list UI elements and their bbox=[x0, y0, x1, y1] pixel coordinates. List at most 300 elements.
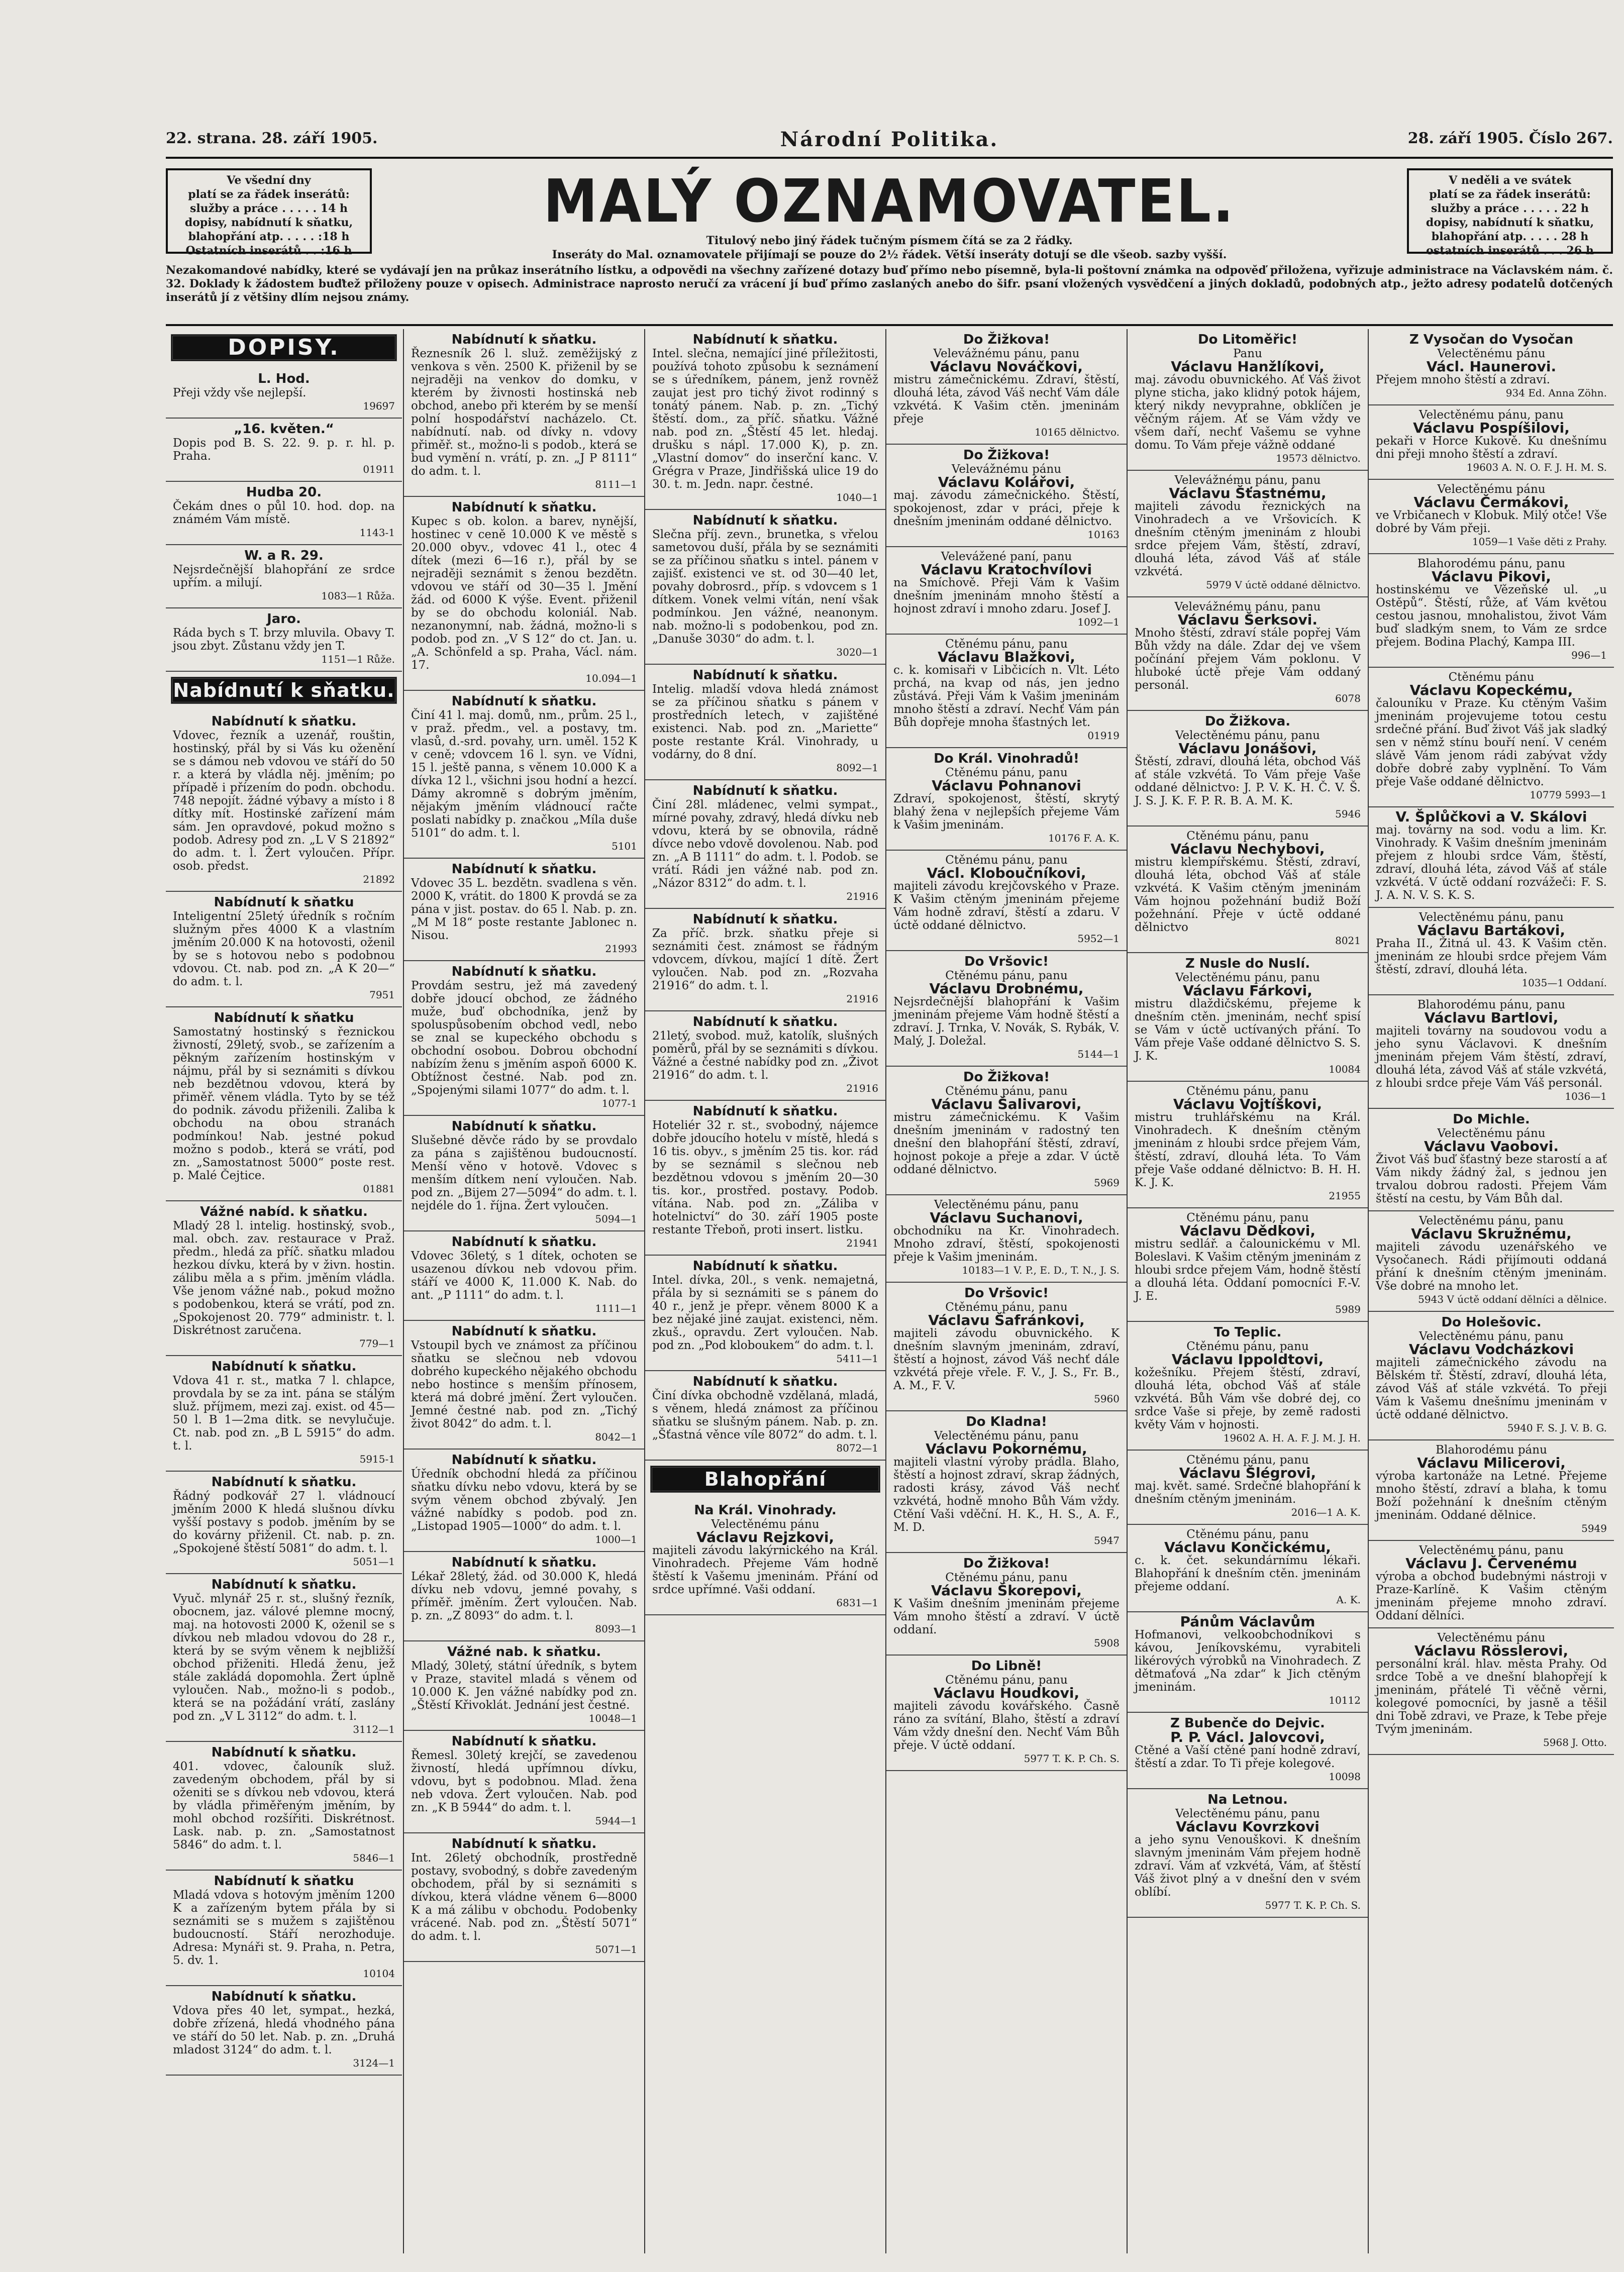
ad-code: 8042—1 bbox=[595, 1431, 637, 1443]
ad-code: 5101 bbox=[612, 840, 637, 852]
section-subtitle: Titulový nebo jiný řádek tučným písmem čítá se za 2 řádky. bbox=[706, 234, 1073, 247]
ad-code: 10104 bbox=[363, 1968, 395, 1980]
ad-salutation: Velevážnému pánu bbox=[951, 463, 1062, 476]
ad-text: výroba kartonáže na Letné. Přejeme mnoho štěstí, zdraví a blaha, k tomu Boží požehnání k dnešním ctěným jmeninám. Oddané dělnice. bbox=[1376, 1470, 1607, 1522]
ad-heading: Do Holešovic. bbox=[1441, 1315, 1542, 1330]
ad-heading: Do Žižkova! bbox=[963, 1070, 1050, 1085]
ad-item bbox=[1369, 995, 1614, 1109]
ad-code: 01911 bbox=[363, 463, 395, 475]
ad-salutation: Velectěnému pánu, panu bbox=[1419, 1214, 1564, 1227]
ad-text: a jeho synu Venouškovi. K dnešním slavným jmeninám Vám přejem hodně zdraví. Vám ať vzkvétá, Vám, ať štěstí Váš život plný a v dnešní den v svém oblíbí. bbox=[1135, 1833, 1361, 1899]
ad-heading: Nabídnutí k sňatku. bbox=[692, 668, 838, 683]
ad-salutation: Velevážené paní, panu bbox=[941, 550, 1072, 563]
ad-salutation: Ctěnému pánu, panu bbox=[945, 1674, 1068, 1687]
ad-text: Inteligentní 25letý úředník s ročním služným přes 4000 K a vlastním jměním 20.000 K na hotovosti, oženil by se s hotovou nebo s podobnou vdovou. Ct. nab. pod zn. „A K 20—“ do adm. t. l. bbox=[173, 910, 395, 988]
ad-heading: Na Král. Vinohrady. bbox=[694, 1503, 837, 1518]
ad-heading: Vážné nabíd. k sňatku. bbox=[200, 1204, 368, 1219]
ad-text: mistru zámečnickému. K Vašim dnešním jmeninám v radostný ten dnešní den blahopřání štěstí, zdraví, hojnost pokoje a přeje a zdar. V úctě oddané dělnictvo. bbox=[893, 1111, 1120, 1176]
ad-salutation: Velevážnému pánu, panu bbox=[1174, 474, 1321, 487]
ad-item bbox=[1128, 597, 1368, 711]
ad-code: 21916 bbox=[846, 993, 878, 1005]
ad-code: 1083—1 Růža. bbox=[321, 590, 395, 602]
ad-item bbox=[886, 445, 1127, 547]
ad-heading: Jaro. bbox=[267, 611, 301, 627]
ad-salutation: Ctěnému pánu, panu bbox=[1186, 1528, 1309, 1541]
ad-salutation: Blahorodému pánu, panu bbox=[1417, 998, 1566, 1011]
section-header-marriage: Nabídnutí k sňatku. bbox=[171, 677, 397, 704]
ad-salutation: Velectěnému pánu bbox=[1437, 1127, 1546, 1140]
ad-text: Přejem mnoho štěstí a zdraví. bbox=[1376, 373, 1550, 386]
ad-recipient: Václavu Bartlovi, bbox=[1424, 1009, 1559, 1026]
ad-code: 5977 T. K. P. Ch. S. bbox=[1265, 1899, 1361, 1911]
ad-heading: Nabídnutí k sňatku. bbox=[211, 1989, 357, 2004]
ad-salutation: Ctěnému pánu, panu bbox=[945, 969, 1068, 982]
section-header-letters: DOPISY. bbox=[171, 334, 397, 361]
rates-line: blahopřání atp. . . . . 28 h bbox=[1431, 230, 1589, 243]
ad-salutation: Velectěnému pánu, panu bbox=[1175, 729, 1320, 742]
ad-heading: Nabídnutí k sňatku. bbox=[451, 1836, 597, 1851]
ad-heading: Do Žižkova! bbox=[963, 1556, 1050, 1571]
ad-code: 1111—1 bbox=[595, 1302, 637, 1314]
ad-recipient: Václavu Pikovi, bbox=[1432, 568, 1551, 585]
ad-code: 5989 bbox=[1335, 1303, 1361, 1315]
ad-heading: Nabídnutí k sňatku. bbox=[451, 1555, 597, 1570]
ad-salutation: Ctěnému pánu, panu bbox=[945, 1571, 1068, 1584]
ad-item bbox=[404, 1321, 644, 1450]
ad-heading: Vážné nab. k sňatku. bbox=[447, 1644, 601, 1660]
ad-code: 01881 bbox=[363, 1183, 395, 1195]
ad-recipient: Václavu J. Červenému bbox=[1405, 1555, 1577, 1572]
ad-text: Vdovec 35 L. bezdětn. svadlena s věn. 2000 K, vrátit. do 1800 K provdá se za pána v jist. postav. do 65 l. Nab. p. zn. „M M 18“ poste restante Jablonec n. Nisou. bbox=[411, 877, 637, 942]
ad-code: 8092—1 bbox=[836, 762, 878, 774]
ad-code: 21916 bbox=[846, 1082, 878, 1094]
running-header bbox=[166, 126, 1613, 156]
ad-text: Řeznesník 26 l. služ. zeměžijský z venkova s věn. 2500 K. přiženil by se nejraději na venkov do domku, v kterém by živnosti hostinská neb obchod, anebo při kterém by se menší polní hospodářství nacházelo. Ct. nabídnutí. nab. od dívky n. vdovy přiměř. st., možno-li s podob., která se bud vymění n. vrátí, p. zn. „J P 8111“ do adm. t. l. bbox=[411, 347, 637, 478]
ad-text: 21letý, svobod. muž, katolík, slušných poměrů, přál by se seznámiti s dívkou. Vážné a čestné nabídky pod zn. „Život 21916“ do adm. t. l. bbox=[652, 1029, 878, 1082]
ad-code: 19602 A. H. A. F. J. M. J. H. bbox=[1223, 1432, 1361, 1444]
ad-salutation: Velectěnému pánu, panu bbox=[1419, 1330, 1564, 1343]
ad-recipient: Václavu Pospíšilovi, bbox=[1413, 420, 1570, 436]
ad-salutation: Velectěnému pánu, panu bbox=[1175, 1807, 1320, 1820]
ad-recipient: Václavu Nováčkovi, bbox=[930, 358, 1083, 375]
ad-text: čalouníku v Praze. Ku ctěným Vašim jmeninám projevujeme totou cestu srdečné přání. Buď život Váš jak sladký sen v němž stínu bouří není. V ceném slávě Vám jenom rádi zabývat vždy dobře dobré zaby vyplnění. To Vám přeje Vaše oddané dělnictvo. bbox=[1376, 697, 1607, 788]
ad-recipient: V. Šplůčkovi a V. Skálovi bbox=[1395, 808, 1587, 825]
ad-text: mistru klempířskému. Štěstí, zdraví, dlouhá léta, obchod Váš ať stále vzkvétá. K Vašim ctěným jmeninám Vám hojnou požehnání budiž Boží požehnání. Přeje v úctě oddané dělnictvo bbox=[1135, 856, 1361, 934]
ad-item bbox=[1128, 827, 1368, 953]
ad-code: 5915-1 bbox=[359, 1453, 395, 1465]
ad-item bbox=[404, 1833, 644, 1962]
page-number-date: 22. strana. 28. září 1905. bbox=[166, 130, 378, 147]
ad-recipient: Václavu Nechybovi, bbox=[1170, 841, 1325, 857]
ad-salutation: Ctěnému pánu, panu bbox=[945, 854, 1068, 867]
ad-heading: Nabídnutí k sňatku. bbox=[211, 1745, 357, 1760]
ad-code: 19573 dělnictvo. bbox=[1276, 452, 1361, 464]
column-3 bbox=[644, 329, 885, 2253]
ad-code: 934 Ed. Anna Zöhn. bbox=[1505, 387, 1607, 399]
ad-code: 5144—1 bbox=[1077, 1048, 1120, 1060]
ad-text: Int. 26letý obchodník, prostředně postavy, svobodný, s dobře zavedeným obchodem, přál by si seznámiti s dívkou, která vládne věnem 6—8000 K a má zálibu v obchodu. Podobenky vrácené. Nab. pod zn. „Štěstí 5071“ do adm. t. l. bbox=[411, 1851, 637, 1943]
ad-heading: Do Žižkova! bbox=[963, 332, 1050, 347]
ad-salutation: Velevážnému pánu, panu bbox=[933, 347, 1080, 360]
column-1 bbox=[166, 329, 402, 2253]
ad-code: 10048—1 bbox=[588, 1712, 637, 1724]
ad-item bbox=[886, 748, 1127, 851]
ad-heading: Nabídnutí k sňatku. bbox=[451, 500, 597, 515]
ad-code: 10163 bbox=[1087, 529, 1120, 541]
ad-heading: Nabídnutí k sňatku. bbox=[692, 1104, 838, 1119]
ad-salutation: Blahorodému pánu bbox=[1436, 1443, 1547, 1457]
ad-code: 1036—1 bbox=[1565, 1090, 1607, 1102]
ad-item bbox=[886, 851, 1127, 951]
section-header-congratulations: Blahopřání bbox=[650, 1466, 880, 1493]
ad-code: 7951 bbox=[369, 989, 395, 1001]
ad-code: 5846—1 bbox=[353, 1852, 395, 1864]
ad-recipient: Václavu Končickému, bbox=[1164, 1539, 1331, 1556]
ad-heading: Do Litoměřic! bbox=[1198, 332, 1297, 347]
ad-text: maj. závodu zámečnického. Štěstí, spokojenost, zdar v práci, přeje k dnešním jmeninám oddané dělnictvo. bbox=[893, 489, 1120, 528]
ad-recipient: Václavu Vojtíškovi, bbox=[1173, 1096, 1323, 1112]
ad-recipient: Václavu Hanžlíkovi, bbox=[1171, 358, 1325, 375]
ad-item bbox=[166, 545, 402, 608]
ad-code: 21955 bbox=[1329, 1190, 1361, 1202]
ad-heading: Do Kladna! bbox=[966, 1414, 1047, 1429]
administration-notice: Nezakomandové nabídky, které se vydávají jen na průkaz inserátního lístku, a odpovědi na všechny zařízené dotazy buď přímo nebo písemně, byla-li poštovní známka na odpověď přiložena, vyřizuje administrace na Václavském nám. č. 32. Doklady k žádostem buďtež přiloženy pouze v opisech. Administrace naprosto neručí za vrácení jí buď přímo zaslaných anebo do šifr. psaní vložených vysvědčení a jiných dokladů, podobných atp., ježto adresy podatelů dotčených inserátů jí z většiny dlím nejsou známy. bbox=[166, 264, 1613, 304]
ad-heading: Nabídnutí k sňatku. bbox=[451, 1453, 597, 1468]
ad-recipient: Václavu Vaobovi. bbox=[1424, 1138, 1559, 1155]
ad-text: Provdám sestru, jež má zavedený dobře jdoucí obchod, ze žádného muže, buď obchodníka, jenž by spoluspůsobením obchod vedl, nebo se znal se kupeckého obchodu s obchodní osobou. Dobrou obchodní nabízím ženu s jměním aspoň 6000 K. Obtížnost čestné. Nab. pod zn. „Spojenými silami 1077“ do adm. t. l. bbox=[411, 979, 637, 1097]
ad-text: Nejsrdečnější blahopřání ze srdce upřím. a milují. bbox=[173, 563, 395, 589]
header-rule bbox=[166, 157, 1613, 159]
column-5 bbox=[1127, 329, 1368, 2253]
ad-text: Zdraví, spokojenost, štěstí, skrytý blahý žena v nejlepších přejeme Vám k Vašim jmeninám. bbox=[893, 792, 1120, 832]
ad-item bbox=[886, 1067, 1127, 1195]
ad-code: 5071—1 bbox=[595, 1943, 637, 1955]
ad-heading: Nabídnutí k sňatku. bbox=[211, 1359, 357, 1374]
ad-code: 8072—1 bbox=[836, 1442, 878, 1454]
ad-code: 1143-1 bbox=[359, 527, 395, 539]
rates-line: služby a práce . . . . . 22 h bbox=[1431, 202, 1589, 215]
ad-item bbox=[886, 329, 1127, 445]
ad-recipient: Václavu Ippoldtovi, bbox=[1171, 1351, 1324, 1368]
ad-recipient: Václavu Kratochvílovi bbox=[921, 561, 1092, 578]
ad-text: Intelig. mladší vdova hledá známost se za příčinou sňatku s pánem v prostředních letech, v zajištěné existenci. Nab. pod zn. „Mariette“ poste restante Král. Vinohrady, u vodárny, do 8 dní. bbox=[652, 683, 878, 761]
ad-code: 8021 bbox=[1335, 935, 1361, 947]
ad-text: Štěstí, zdraví, dlouhá léta, obchod Váš ať stále vzkvétá. To Vám přeje Vaše oddané dělnictvo: J. P. V. K. H. Č. V. Š. J. S. J. K. F. P. R. B. A. M. K. bbox=[1135, 755, 1361, 807]
ad-code: 10084 bbox=[1329, 1063, 1361, 1075]
ad-item bbox=[1369, 807, 1614, 908]
ad-text: Hoteliér 32 r. st., svobodný, nájemce dobře jdoucího hotelu v místě, hledá s 16 tis. obyv., s jměním 25 tis. kor. rád by se seznámil s slečnou neb bezdětnou vdovou s jměním 20—30 tis. kor., prostřed. postavy. Podob. vítána. Nab. pod zn. „Záliba v hotelnictví“ do 30. září 1905 poste restante Třeboň, proti insert. listku. bbox=[652, 1119, 878, 1236]
ad-heading: „16. květen.“ bbox=[234, 422, 334, 437]
ad-code: 21993 bbox=[605, 943, 637, 955]
ad-item bbox=[1369, 329, 1614, 405]
ad-item bbox=[404, 1552, 644, 1641]
newspaper-page bbox=[166, 126, 1613, 2261]
ad-code: 3124—1 bbox=[353, 2057, 395, 2069]
ad-item bbox=[886, 1656, 1127, 1771]
ad-item bbox=[404, 1450, 644, 1552]
ad-text: ve Vrbičanech v Klobuk. Milý otče! Vše dobré by Vám přeji. bbox=[1376, 509, 1607, 535]
ad-item bbox=[1128, 329, 1368, 471]
ad-code: 10098 bbox=[1329, 1771, 1361, 1783]
ad-salutation: Ctěnému pánu, panu bbox=[945, 1301, 1068, 1314]
ad-item bbox=[166, 1742, 402, 1871]
ad-code: 996—1 bbox=[1571, 649, 1607, 661]
notice-rule bbox=[166, 324, 1613, 326]
ad-salutation: Velevážnému pánu, panu bbox=[1174, 600, 1321, 613]
ad-code: 21916 bbox=[846, 890, 878, 902]
ad-text: Vstoupil bych ve známost za příčinou sňatku se slečnou neb vdovou dobrého kupeckého nějakého obchodu nebo hostince s menším přínosem, která má dobré jmění. Žert vyloučen. Jemné čestné nab. pod zn. „Tichý život 8042“ do adm. t. l. bbox=[411, 1339, 637, 1430]
ad-recipient: Václ. Haunerovi. bbox=[1426, 358, 1557, 375]
ad-code: 21941 bbox=[846, 1237, 878, 1249]
ad-text: na Smíchově. Přeji Vám k Vašim dnešním jmeninám mnoho štěstí a hojnost zdraví i mnoho zdaru. Josef J. bbox=[893, 576, 1120, 615]
ad-item bbox=[404, 329, 644, 497]
ad-text: Činí 28l. mládenec, velmi sympat., mírné povahy, zdravý, hledá dívku neb vdovu, která by se obnovila, rádně dívce nebo vdově dovolenou. Nab. pod zn. „A B 1111“ do adm. t. l. Podob. se vrátí. Rádi jen vážné nab. pod zn. „Názor 8312“ do adm. t. l. bbox=[652, 798, 878, 890]
ad-salutation: Velectěnému pánu bbox=[1437, 1631, 1546, 1644]
ad-code: 19697 bbox=[363, 400, 395, 412]
ad-salutation: Ctěnému pánu, panu bbox=[1186, 1340, 1309, 1353]
ad-code: 5947 bbox=[1094, 1534, 1120, 1546]
ad-item bbox=[645, 909, 885, 1011]
ad-text: Ráda bych s T. brzy mluvila. Obavy T. jsou zbyt. Zůstanu vždy jen T. bbox=[173, 627, 395, 653]
ad-text: majiteli závodu obuvnického. K dnešním slavným jmeninám, zdraví, štěstí a hojnost, závod Váš nechť dále vzkvétá přeje vřele. F. V., J. S., Fr. B., A. M., F. V. bbox=[893, 1327, 1120, 1392]
ad-code: 5968 J. Otto. bbox=[1543, 1736, 1607, 1748]
ad-item bbox=[645, 665, 885, 780]
ad-text: majiteli závodu řeznických na Vinohradech a ve Vršovicích. K dnešním ctěným jmeninám z hloubi srdce přejem Vám, štěstí, zdraví, dlouhá léta, závod Váš ať stále vzkvétá. bbox=[1135, 500, 1361, 578]
rates-line: služby a práce . . . . . 14 h bbox=[189, 202, 348, 215]
ad-item bbox=[1369, 1628, 1614, 1755]
ad-item bbox=[645, 1500, 885, 1615]
ad-recipient: Václavu Houdkovi, bbox=[933, 1685, 1080, 1701]
ad-item bbox=[404, 1116, 644, 1231]
ad-item bbox=[1128, 953, 1368, 1082]
ad-item bbox=[1128, 1612, 1368, 1713]
ad-salutation: Velectěnému pánu, panu bbox=[1175, 971, 1320, 984]
ad-recipient: P. P. Václ. Jalovcovi, bbox=[1170, 1729, 1325, 1745]
ad-item bbox=[166, 1986, 402, 2076]
ad-item bbox=[1128, 711, 1368, 827]
ad-recipient: Václavu Šerksovi. bbox=[1177, 611, 1318, 628]
ad-salutation: Ctěnému pánu, panu bbox=[945, 638, 1068, 651]
ad-item bbox=[886, 547, 1127, 635]
ad-text: Vdova 41 r. st., matka 7 l. chlapce, provdala by se za int. pána se stálým služ. příjmem, mezi zaj. exist. od 45—50 l. B 1—2ma ditk. se nevylučuje. Ct. nab. pod zn. „B L 5915“ do adm. t. l. bbox=[173, 1374, 395, 1453]
ad-item bbox=[1128, 471, 1368, 597]
ad-salutation: Panu bbox=[1233, 347, 1262, 360]
ad-code: 1059—1 Vaše děti z Prahy. bbox=[1472, 536, 1607, 548]
ad-heading: Nabídnutí k sňatku. bbox=[451, 1734, 597, 1749]
ad-heading: Nabídnutí k sňatku. bbox=[451, 1119, 597, 1134]
section-title-box bbox=[382, 168, 1397, 262]
ad-heading: Nabídnutí k sňatku. bbox=[692, 783, 838, 798]
ad-heading: Do Vršovic! bbox=[964, 1286, 1049, 1301]
ad-code: 1077-1 bbox=[601, 1097, 637, 1109]
ad-recipient: Václavu Blažkovi, bbox=[938, 649, 1075, 665]
ad-text: Intel. slečna, nemající jiné příležitosti, používá tohoto způsobu k seznámení se s úředníkem, pánem, jenž rovněž zaujat jest pro tichý život rodinný s tonátý pánem. Nab. p. zn. „Tichý štěstí. dom., za příč. sňatku. Vážné nab. pod zn. „Štěstí 45 let. hledaj. drušku s nápl. 17.000 K), p. zn. „Vlastní domov“ do inserční kanc. V. Grégra v Praze, Jindřišská ulice 19 do 30. t. m. Jedn. napr. čestné. bbox=[652, 347, 878, 491]
ad-item bbox=[645, 1371, 885, 1461]
rates-line: platí se za řádek inserátů: bbox=[1429, 188, 1591, 201]
ad-text: mistru zámečnickému. Zdraví, štěstí, dlouhá léta, závod Váš nechť Vám dále vzkvétá. K Vašim ctěn. jmeninám přeje bbox=[893, 373, 1120, 426]
ad-item bbox=[645, 780, 885, 909]
ad-text: majiteli závodu uzenářského ve Vysočanech. Rádi přijímouti oddaná přání k dnešním ctěným jmeninám. Vše dobré na mnoho let. bbox=[1376, 1241, 1607, 1293]
rates-line: blahopřání atp. . . . . :18 h bbox=[188, 230, 350, 243]
ad-heading: Do Král. Vinohradů! bbox=[934, 751, 1079, 766]
ad-item bbox=[886, 1195, 1127, 1283]
ad-heading: To Teplic. bbox=[1213, 1325, 1282, 1340]
ad-code: 5946 bbox=[1335, 808, 1361, 820]
ad-heading: Do Michle. bbox=[1453, 1112, 1530, 1127]
ad-heading: Nabídnutí k sňatku. bbox=[451, 862, 597, 877]
ad-heading: Do Žižkova! bbox=[963, 448, 1050, 463]
ad-text: kožešníku. Přejem štěstí, zdraví, dlouhá léta, obchod Váš ať stále vzkvétá. Bůh Vám vše dobré dej, co srdce Vaše si přeje, by země radosti květy Vám v hojnosti. bbox=[1135, 1366, 1361, 1431]
ad-text: majiteli závodu lakýrnického na Král. Vinohradech. Přejeme Vám hodně štěstí k Vašemu jmeninám. Přání od srdce upřímné. Vaši oddaní. bbox=[652, 1544, 878, 1596]
ad-item bbox=[404, 1641, 644, 1731]
ad-heading: L. Hod. bbox=[258, 371, 310, 386]
ad-code: 10.094—1 bbox=[585, 672, 637, 684]
ad-text: Přeji vždy vše nejlepší. bbox=[173, 386, 307, 399]
ad-recipient: Václavu Dědkovi, bbox=[1180, 1222, 1315, 1239]
ad-code: 5411—1 bbox=[836, 1353, 878, 1365]
ad-heading: Nabídnutí k sňatku. bbox=[692, 1259, 838, 1274]
ad-recipient: Pánům Václavům bbox=[1180, 1613, 1315, 1630]
ad-item bbox=[1369, 908, 1614, 995]
ad-code: 01919 bbox=[1087, 730, 1120, 742]
ad-text: Řádný podkovář 27 l. vládnoucí jměním 2000 K hledá slušnou dívku vyšší postavy s podob. jměním by se do kovárny přiženil. Ct. nab. p. zn. „Spokojené štěstí 5081“ do adm. t. l. bbox=[173, 1490, 395, 1555]
ad-recipient: Václavu Fárkovi, bbox=[1183, 982, 1312, 999]
ad-salutation: Velectěnému pánu, panu bbox=[934, 1198, 1079, 1211]
ad-text: 401. vdovec, čalouník služ. zavedeným obchodem, přál by si oženiti se s dívkou neb vdovou, která by vládla přiměřeným jměním, by mohl obchod rozšířiti. Diskrétnost. Lask. nab. p. zn. „Samostatnost 5846“ do adm. t. l. bbox=[173, 1760, 395, 1851]
ad-salutation: Velectěnému pánu bbox=[1437, 483, 1546, 496]
ad-salutation: Velectěnému pánu, panu bbox=[934, 1429, 1079, 1442]
ad-item bbox=[404, 859, 644, 961]
ad-item bbox=[404, 691, 644, 859]
ad-heading: Nabídnutí k sňatku bbox=[214, 895, 354, 910]
ad-text: Za příč. brzk. sňatku přeje si seznámiti čest. známost se řádným vdovcem, dívkou, mající 1 dítě. Žert vyloučen. Nab. pod zn. „Rozvaha 21916“ do adm. t. l. bbox=[652, 927, 878, 992]
ad-text: hostinskému ve Vězeňské ul. „u Ostěpů“. Štěstí, růže, ať Vám květou cestou jasnou, mnohalistou, život Vám buď sladkým snem, to Vám ze srdce přejem. Bodina Plachý, Kampa III. bbox=[1376, 583, 1607, 649]
ad-text: Vdovec 36letý, s 1 dítek, ochoten se usazenou dívkou neb vdovou přim. stáří ve 4000 K, 11.000 K. Nab. do ant. „P 1111“ do adm. t. l. bbox=[411, 1250, 637, 1302]
ad-item bbox=[166, 419, 402, 482]
ad-recipient: Václavu Rösslerovi, bbox=[1414, 1642, 1569, 1659]
ad-item bbox=[166, 1201, 402, 1356]
ad-recipient: Václavu Šťastnému, bbox=[1169, 485, 1327, 501]
ad-heading: Nabídnutí k sňatku. bbox=[692, 1374, 838, 1389]
ad-item bbox=[1369, 554, 1614, 668]
ad-text: obchodníku na Kr. Vinohradech. Mnoho zdraví, štěstí, spokojenosti přeje k Vašim jmeninám. bbox=[893, 1224, 1120, 1264]
ad-code: 6078 bbox=[1335, 692, 1361, 704]
ad-code: 5949 bbox=[1581, 1522, 1607, 1534]
ad-code: 779—1 bbox=[359, 1337, 395, 1350]
masthead bbox=[166, 168, 1613, 259]
ad-salutation: Ctěnému pánu, panu bbox=[1186, 830, 1309, 843]
ad-item bbox=[166, 1356, 402, 1472]
ad-code: 5960 bbox=[1094, 1393, 1120, 1405]
ad-heading: Z Nusle do Nuslí. bbox=[1185, 956, 1310, 971]
ad-code: 5969 bbox=[1094, 1177, 1120, 1189]
ad-code: 3112—1 bbox=[353, 1723, 395, 1735]
ad-heading: Nabídnutí k sňatku. bbox=[692, 1014, 838, 1029]
ad-code: 1151—1 Růže. bbox=[321, 653, 395, 665]
ad-text: Mnoho štěstí, zdraví stále popřej Vám Bůh vždy na dále. Zdar dej ve všem počínání přejem Vám poklonu. V hluboké úctě přeje Vám oddaný personál. bbox=[1135, 627, 1361, 692]
ad-item bbox=[1369, 1312, 1614, 1440]
ad-item bbox=[645, 510, 885, 665]
ad-item bbox=[1369, 1211, 1614, 1312]
ad-item bbox=[645, 329, 885, 510]
ad-code: 5051—1 bbox=[353, 1556, 395, 1568]
ad-text: Vyuč. mlynář 25 r. st., slušný řezník, obocnem, jaz. válové plemne mocný, maj. na hotovosti 2000 K, oženil se s dívkou neb mladou vdovou do 28 r., která by se svým věnem k nejbližší obchod přiženiti. Hledá ženu, jež stále zakládá dopomohla. Žert úplně vyloučen. Nab., možno-li s podob., která se na požádání vrátí, zaslány pod zn. „V L 3112“ do adm. t. l. bbox=[173, 1592, 395, 1723]
rates-line: dopisy, nabídnutí k sňatku, bbox=[1426, 216, 1594, 229]
ad-item bbox=[1128, 1789, 1368, 1918]
ad-text: Slečna příj. zevn., brunetka, s vřelou sametovou duší, přála by se seznámiti se za příčinou sňatku s intel. pánem v zajišť. existenci ve st. od 30—40 let, povahy dobrosrd., příp. s vdovcem s 1 dítkem. Vonek velmi vítán, není však podmínkou. Jen vážné, neanonym. nab. možno-li s podobenkou, pod zn. „Danuše 3030“ do adm. t. l. bbox=[652, 528, 878, 646]
ad-item bbox=[166, 1574, 402, 1742]
ad-code: 8093—1 bbox=[595, 1623, 637, 1635]
ad-item bbox=[886, 1553, 1127, 1656]
ad-recipient: Václavu Šlégrovi, bbox=[1179, 1465, 1316, 1481]
ad-item bbox=[166, 368, 402, 419]
ad-heading: Nabídnutí k sňatku. bbox=[692, 332, 838, 347]
ad-item bbox=[404, 1731, 644, 1833]
newspaper-title: Národní Politika. bbox=[780, 128, 999, 151]
ad-item bbox=[886, 1283, 1127, 1411]
ad-code: 6831—1 bbox=[836, 1597, 878, 1609]
ad-text: Činí dívka obchodně vzdělaná, mladá, s věnem, hledá známost za příčinou sňatku se slušným pánem. Nab. p. zn. „Šťastná věnce víle 8072“ do adm. t. l. bbox=[652, 1389, 878, 1441]
ad-recipient: Václavu Pohnanovi bbox=[932, 777, 1081, 794]
ad-item bbox=[166, 482, 402, 545]
ad-text: K Vašim dnešním jmeninám přejeme Vám mnoho štěstí a zdraví. V úctě oddaní. bbox=[893, 1597, 1120, 1636]
ad-item bbox=[166, 1871, 402, 1986]
rates-line: Ve všední dny bbox=[227, 174, 311, 187]
ad-item bbox=[166, 608, 402, 672]
ad-code: 19603 A. N. O. F. J. H. M. S. bbox=[1466, 461, 1607, 473]
ad-text: c. k. čet. sekundárnímu lékaři. Blahopřání k dnešním ctěn. jmeninám přejeme oddaní. bbox=[1135, 1554, 1361, 1593]
ad-text: maj. závodu obuvnického. Ať Váš život plyne sticha, jako klidný potok hájem, který nikdy nevyprahne, obklíčen je věčným rájem. Ať se Vám vždy ve všem daří, nechť Vašemu se vyhne domu. To Vám přeje vážně oddané bbox=[1135, 373, 1361, 452]
ad-text: Lékař 28letý, žád. od 30.000 K, hledá dívku neb vdovu, jemné povahy, s příměř. jměním. Žert vyloučen. Nab. p. zn. „Z 8093“ do adm. t. l. bbox=[411, 1570, 637, 1622]
ad-text: maj. květ. samé. Srdečné blahopřání k dnešním ctěným jmeninám. bbox=[1135, 1480, 1361, 1506]
ad-salutation: Ctěnému pánu, panu bbox=[945, 766, 1068, 779]
rates-line: V neděli a ve svátek bbox=[1449, 174, 1571, 187]
ad-text: Intel. dívka, 20l., s venk. nemajetná, přála by si seznámiti se s pánem do 40 r., jenž je přepr. věnem 8000 K a bez nějaké jiné zaujat. existenci, něm. zkuš., opravdu. Zert vyloučen. Nab. pod zn. „Pod kloboukem“ do adm. t. l. bbox=[652, 1274, 878, 1352]
ad-text: Nejsrdečnější blahopřání k Vašim jmeninám přejeme Vám hodně štěstí a zdraví. J. Trnka, V. Novák, S. Rybák, V. Malý, J. Doležal. bbox=[893, 995, 1120, 1048]
ad-text: Praha II., Žitná ul. 43. K Vašim ctěn. jmeninám ze hloubi srdce přejem Vám štěstí, zdraví, dlouhá léta. bbox=[1376, 937, 1607, 976]
ad-text: Úředník obchodní hledá za příčinou sňatku dívku nebo vdovu, která by se svým věnem obchod zbývalý. Jen vážné nabídky s podob. pod zn. „Listopad 1905—1000“ do adm. t. l. bbox=[411, 1468, 637, 1533]
ad-item bbox=[1128, 1525, 1368, 1612]
ad-item bbox=[1369, 405, 1614, 480]
rates-box-weekday bbox=[166, 168, 372, 257]
ad-item bbox=[1128, 1082, 1368, 1208]
ad-text: Dopis pod B. S. 22. 9. p. r. hl. p. Praha. bbox=[173, 437, 395, 463]
ad-text: Samostatný hostinský s řeznickou živností, 29letý, svob., se zařízením a pěkným zařízením hostinským v nájmu, přál by si seznámiti s dívkou neb bezdětnou vdovou, která by přiměř. věnem vládla. Tyto by se též do podnik. závodu přiženili. Zaliba k obchodu na obou stranách podmínkou! Nab. jestné pokud možno s podob., která se vrátí, pod zn. „Samostatnost 5000“ poste rest. p. Malé Čejtice. bbox=[173, 1025, 395, 1182]
ad-code: 5908 bbox=[1094, 1637, 1120, 1649]
ad-recipient: Václ. Kloboučníkovi, bbox=[927, 865, 1086, 881]
ad-recipient: Václavu Šafránkovi, bbox=[928, 1312, 1085, 1328]
ad-item bbox=[1369, 1109, 1614, 1211]
ad-recipient: Václavu Kolářovi, bbox=[938, 474, 1075, 490]
ad-recipient: Václavu Vodcházkovi bbox=[1408, 1341, 1574, 1358]
rates-line: dopisy, nabídnutí k sňatku, bbox=[184, 216, 353, 229]
ad-salutation: Velectěnému pánu, panu bbox=[1419, 408, 1564, 422]
ad-heading: Z Vysočan do Vysočan bbox=[1409, 332, 1574, 347]
ad-item bbox=[166, 1007, 402, 1201]
ad-code: 1035—1 Oddaní. bbox=[1521, 977, 1607, 989]
ad-text: Řemesl. 30letý krejčí, se zavedenou živností, hledá upřímnou dívku, vdovu, byt s podobnou. Mlad. žena neb vdova. Žert vyloučen. Nab. pod zn. „K B 5944“ do adm. t. l. bbox=[411, 1749, 637, 1814]
ad-text: majiteli závodu kovářského. Časně ráno za svítání, Blaho, štěstí a zdraví Vám vždy dnešní den. Nechť Vám Bůh přeje. V úctě oddaní. bbox=[893, 1700, 1120, 1752]
ad-heading: Do Libně! bbox=[971, 1659, 1042, 1674]
ad-text: pekaři v Horce Kukově. Ku dnešnímu dni přeji mnoho štěstí a zdraví. bbox=[1376, 435, 1607, 461]
ad-code: 5944—1 bbox=[595, 1815, 637, 1827]
ad-code: 10183—1 V. P., E. D., T. N., J. S. bbox=[962, 1264, 1120, 1276]
ad-text: majiteli továrny na soudovou vodu a jeho synu Václavovi. K dnešním jmeninám přejem Vám štěstí, zdraví, dlouhá léta, závod Váš ať stále vzkvétá, z hloubi srdce přeje Vám Váš personál. bbox=[1376, 1024, 1607, 1090]
ad-heading: Nabídnutí k sňatku. bbox=[451, 1234, 597, 1250]
ad-code: 5940 F. S. J. V. B. G. bbox=[1507, 1422, 1607, 1434]
ad-code: 21892 bbox=[363, 873, 395, 885]
ad-item bbox=[166, 711, 402, 892]
